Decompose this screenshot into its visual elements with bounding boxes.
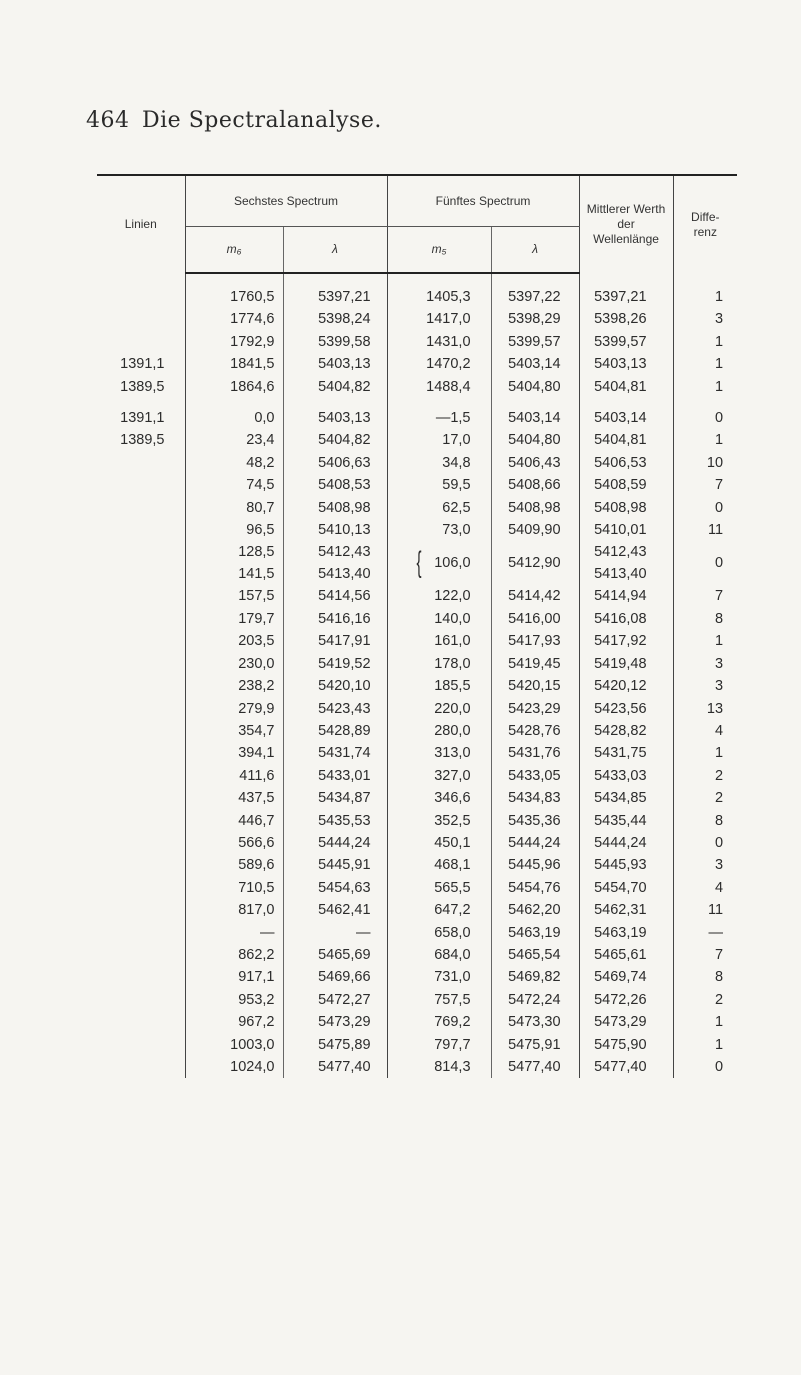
- table-cell: 862,2: [238, 946, 275, 963]
- table-cell: 5428,89: [283, 720, 387, 742]
- table-cell: 1389,5: [97, 429, 185, 451]
- table-cell: [97, 653, 185, 675]
- table-cell: 1405,3: [426, 289, 471, 305]
- table-cell: 5435,36: [491, 810, 579, 832]
- table-cell: 5444,24: [283, 832, 387, 854]
- table-cell: [97, 810, 185, 832]
- table-cell: 1391,1: [97, 407, 185, 429]
- table-cell: 394,1: [238, 745, 275, 762]
- table-row: [97, 497, 737, 519]
- table-row: [97, 653, 737, 675]
- table-cell: 5406,63: [283, 452, 387, 474]
- table-cell: 0: [714, 499, 724, 516]
- table-cell: 5410,01: [579, 519, 673, 541]
- merged-mw-b: 5413,40: [594, 566, 647, 583]
- table-cell: [97, 765, 185, 787]
- table-row: [97, 608, 737, 630]
- table-cell: 5469,74: [579, 966, 673, 988]
- table-row: [97, 376, 737, 398]
- table-cell: 5419,48: [579, 653, 673, 675]
- table-cell: 5435,44: [579, 810, 673, 832]
- table-cell: 5417,92: [579, 630, 673, 652]
- table-cell: 1: [714, 378, 724, 395]
- table-row: [97, 810, 737, 832]
- table-cell: 5475,91: [491, 1034, 579, 1056]
- table-cell: 5431,76: [491, 742, 579, 764]
- brace-icon: {: [416, 546, 422, 580]
- merged-l6-b: 5413,40: [318, 566, 371, 583]
- table-row: [97, 966, 737, 988]
- table-row: [97, 407, 737, 429]
- table-cell: 5463,19: [579, 922, 673, 944]
- table-cell: 5431,74: [283, 742, 387, 764]
- table-cell: 468,1: [434, 857, 471, 874]
- merged-m6-b: 141,5: [238, 566, 275, 583]
- table-cell: 5419,52: [283, 653, 387, 675]
- merged-m6-a: 128,5: [238, 544, 275, 561]
- table-cell: 3: [714, 857, 724, 874]
- table-cell: 230,0: [238, 655, 275, 672]
- table-cell: 446,7: [238, 812, 275, 829]
- table-cell: 157,5: [238, 588, 275, 605]
- table-cell: 1792,9: [230, 333, 275, 350]
- table-row: [97, 720, 737, 742]
- col-header-differenz: Diffe- renz: [691, 209, 720, 239]
- table-cell: 1: [714, 333, 724, 350]
- table-cell: 5475,89: [283, 1034, 387, 1056]
- table-cell: 74,5: [246, 477, 275, 494]
- table-cell: 5477,40: [283, 1056, 387, 1078]
- table-cell: 5462,31: [579, 899, 673, 921]
- table-cell: 280,0: [434, 722, 471, 739]
- table-cell: 1841,5: [230, 356, 275, 373]
- table-cell: [185, 541, 283, 585]
- table-cell: 5399,57: [579, 331, 673, 353]
- table-cell: 450,1: [434, 834, 471, 851]
- table-cell: 5397,21: [283, 286, 387, 308]
- table-row: [97, 698, 737, 720]
- table-cell: [97, 331, 185, 353]
- table-row: [97, 877, 737, 899]
- table-cell: 96,5: [246, 522, 275, 539]
- col-header-lambda5: λ: [491, 227, 579, 274]
- table-cell: 5416,00: [491, 608, 579, 630]
- table-cell: 5454,63: [283, 877, 387, 899]
- table-cell: 5462,20: [491, 899, 579, 921]
- table-cell: 5433,05: [491, 765, 579, 787]
- table-cell: 185,5: [434, 678, 471, 695]
- table-cell: 279,9: [238, 700, 275, 717]
- table-cell: 797,7: [434, 1036, 471, 1053]
- table-row: [97, 630, 737, 652]
- table-cell: 73,0: [442, 522, 471, 539]
- table-cell: 5403,14: [491, 407, 579, 429]
- table-cell: 5398,24: [283, 308, 387, 330]
- table-cell: 1: [714, 432, 724, 449]
- table-cell: 34,8: [442, 454, 471, 471]
- table-cell: 5445,96: [491, 854, 579, 876]
- row-spacer: [97, 273, 737, 286]
- merged-l6-a: 5412,43: [318, 544, 371, 561]
- table-cell: —: [260, 924, 275, 941]
- table-cell: 7: [714, 946, 724, 963]
- table-row: [97, 765, 737, 787]
- table-cell: 0: [714, 555, 724, 572]
- table-cell: [97, 1034, 185, 1056]
- table-cell: 5444,24: [579, 832, 673, 854]
- table-row: [97, 675, 737, 697]
- table-row: [97, 353, 737, 375]
- table-cell: 589,6: [238, 857, 275, 874]
- table-cell: 5462,41: [283, 899, 387, 921]
- table-cell: 5417,93: [491, 630, 579, 652]
- table-cell: 11: [707, 522, 724, 539]
- table-cell: 5434,85: [579, 787, 673, 809]
- table-cell: 1760,5: [230, 289, 275, 305]
- table-cell: 5410,13: [283, 519, 387, 541]
- table-cell: 80,7: [246, 499, 275, 516]
- table-cell: 967,2: [238, 1014, 275, 1031]
- table-cell: [97, 1056, 185, 1078]
- table-cell: [97, 608, 185, 630]
- table-row: [97, 308, 737, 330]
- table-cell: [97, 922, 185, 944]
- table-cell: 5423,43: [283, 698, 387, 720]
- table-cell: [97, 452, 185, 474]
- table-cell: 5409,90: [491, 519, 579, 541]
- table-cell: 684,0: [434, 946, 471, 963]
- table-cell: 5465,54: [491, 944, 579, 966]
- table-cell: 59,5: [442, 477, 471, 494]
- table-cell: 5408,53: [283, 474, 387, 496]
- table-cell: 437,5: [238, 790, 275, 807]
- table-cell: 5417,91: [283, 630, 387, 652]
- table-cell: 1024,0: [230, 1059, 275, 1075]
- table-cell: 5420,12: [579, 675, 673, 697]
- table-cell: 327,0: [434, 767, 471, 784]
- table-cell: 411,6: [239, 767, 275, 784]
- table-cell: 354,7: [238, 722, 275, 739]
- table-cell: 769,2: [434, 1014, 471, 1031]
- table-cell: [97, 720, 185, 742]
- table-cell: 5473,29: [283, 1011, 387, 1033]
- table-cell: [97, 286, 185, 308]
- table-cell: [97, 787, 185, 809]
- table-cell: 757,5: [434, 991, 471, 1008]
- table-cell: 5414,42: [491, 585, 579, 607]
- table-cell: 346,6: [434, 790, 471, 807]
- table-cell: 5472,26: [579, 989, 673, 1011]
- table-cell: 5434,83: [491, 787, 579, 809]
- table-cell: 5428,76: [491, 720, 579, 742]
- col-header-sechstes: Sechstes Spectrum: [185, 175, 387, 227]
- table-cell: 5433,01: [283, 765, 387, 787]
- table-cell: [97, 966, 185, 988]
- table-cell: 4: [714, 722, 724, 739]
- table-cell: 5404,80: [491, 376, 579, 398]
- table-cell: [97, 742, 185, 764]
- table-cell: 5473,29: [579, 1011, 673, 1033]
- table-cell: 5408,98: [491, 497, 579, 519]
- table-cell: 5399,57: [491, 331, 579, 353]
- table-cell: 1: [714, 1036, 724, 1053]
- table-cell: 5404,80: [491, 429, 579, 451]
- table-cell: 352,5: [434, 812, 471, 829]
- table-row: [97, 787, 737, 809]
- table-cell: 5465,61: [579, 944, 673, 966]
- table-cell: 5398,29: [491, 308, 579, 330]
- table-cell: 2: [714, 767, 724, 784]
- table-cell: 1470,2: [426, 356, 471, 373]
- table-cell: 5445,93: [579, 854, 673, 876]
- table-cell: 5463,19: [491, 922, 579, 944]
- table-cell: [97, 541, 185, 585]
- table-cell: [97, 899, 185, 921]
- table-cell: 5408,98: [579, 497, 673, 519]
- table-cell: [97, 989, 185, 1011]
- table-cell: 658,0: [434, 924, 471, 941]
- table-cell: 5444,24: [491, 832, 579, 854]
- table-cell: 814,3: [434, 1059, 471, 1075]
- page-number: 464: [86, 108, 130, 133]
- table-cell: [97, 1011, 185, 1033]
- table-cell: 5465,69: [283, 944, 387, 966]
- table-cell: 5469,66: [283, 966, 387, 988]
- table-cell: [97, 944, 185, 966]
- table-cell: 953,2: [238, 991, 275, 1008]
- table-cell: 5403,13: [283, 407, 387, 429]
- table-cell: 5404,82: [283, 376, 387, 398]
- table-cell: 5416,16: [283, 608, 387, 630]
- table-cell: 5423,29: [491, 698, 579, 720]
- table-cell: 1003,0: [230, 1036, 275, 1053]
- table-cell: 313,0: [434, 745, 471, 762]
- table-body: [97, 273, 737, 1078]
- table-cell: 122,0: [434, 588, 471, 605]
- col-header-lambda6: λ: [283, 227, 387, 274]
- table-cell: 5397,21: [579, 286, 673, 308]
- table-row: [97, 429, 737, 451]
- col-header-m5: m₅: [387, 227, 491, 274]
- table-cell: 1417,0: [426, 311, 471, 328]
- table-row: [97, 452, 737, 474]
- table-cell: 5403,14: [491, 353, 579, 375]
- table-cell: 5397,22: [491, 286, 579, 308]
- col-header-fuenftes: Fünftes Spectrum: [387, 175, 579, 227]
- table-row: [97, 899, 737, 921]
- table-cell: —: [708, 924, 724, 941]
- table-cell: 5475,90: [579, 1034, 673, 1056]
- table-cell: 5419,45: [491, 653, 579, 675]
- table-row: [97, 1011, 737, 1033]
- table-cell: 5454,76: [491, 877, 579, 899]
- table-cell: 0: [714, 1059, 724, 1075]
- table-cell: 7: [714, 477, 724, 494]
- table-cell: 5404,82: [283, 429, 387, 451]
- table-cell: 5469,82: [491, 966, 579, 988]
- table-cell: 5406,43: [491, 452, 579, 474]
- table-cell: 10: [706, 454, 724, 471]
- table-cell: 5404,81: [579, 376, 673, 398]
- table-cell: 1389,5: [97, 376, 185, 398]
- table-cell: 5403,14: [579, 407, 673, 429]
- table-cell: 5412,90: [491, 541, 579, 585]
- table-cell: 917,1: [238, 969, 275, 986]
- table-cell: 3: [714, 678, 724, 695]
- col-header-linien: Linien: [97, 175, 185, 273]
- table-cell: 5403,13: [283, 353, 387, 375]
- table-cell: 1488,4: [426, 378, 471, 395]
- table-cell: 5454,70: [579, 877, 673, 899]
- table-cell: 13: [706, 700, 724, 717]
- table-cell: 1: [714, 289, 724, 305]
- table-cell: [97, 519, 185, 541]
- table-cell: 2: [714, 991, 724, 1008]
- table-row: [97, 742, 737, 764]
- table-cell: [97, 308, 185, 330]
- table-cell: 1: [714, 1014, 724, 1031]
- table-cell: —1,5: [435, 410, 471, 427]
- table-cell: 5398,26: [579, 308, 673, 330]
- table-cell: 5404,81: [579, 429, 673, 451]
- table-cell: 5435,53: [283, 810, 387, 832]
- table-cell: 5408,59: [579, 474, 673, 496]
- table-cell: 5406,53: [579, 452, 673, 474]
- col-header-mittlerer: Mittlerer Werth der Wellenlänge: [579, 175, 673, 273]
- table-row: [97, 922, 737, 944]
- table-cell: 3: [714, 311, 724, 328]
- table-cell: 5473,30: [491, 1011, 579, 1033]
- table-cell: [97, 474, 185, 496]
- table-cell: 8: [714, 969, 724, 986]
- table-cell: 647,2: [434, 902, 471, 919]
- table-cell: 5423,56: [579, 698, 673, 720]
- table-row: [97, 474, 737, 496]
- table-cell: 566,6: [238, 834, 275, 851]
- table-cell: 710,5: [238, 879, 275, 896]
- table-cell: 179,7: [238, 610, 275, 627]
- table-cell: 178,0: [434, 655, 471, 672]
- table-cell: 203,5: [238, 633, 275, 650]
- table-cell: 4: [714, 879, 724, 896]
- table-cell: 7: [714, 588, 724, 605]
- merged-m5: 106,0: [434, 555, 471, 572]
- table-cell: 731,0: [434, 969, 471, 986]
- table-cell: [579, 541, 673, 585]
- table-head: [97, 175, 737, 273]
- table-row: [97, 832, 737, 854]
- table-cell: 3: [714, 655, 724, 672]
- table-cell: 5403,13: [579, 353, 673, 375]
- table-cell: 1: [714, 633, 724, 650]
- table-cell: 48,2: [246, 454, 275, 471]
- table-cell: 5431,75: [579, 742, 673, 764]
- table-row: [97, 519, 737, 541]
- table-cell: 5408,98: [283, 497, 387, 519]
- table-cell: 5472,24: [491, 989, 579, 1011]
- table-cell: 1391,1: [97, 353, 185, 375]
- table-cell: 5477,40: [491, 1056, 579, 1078]
- table-cell: 1864,6: [230, 378, 275, 395]
- table-cell: 0: [714, 834, 724, 851]
- table-cell: 238,2: [238, 678, 275, 695]
- table-row: [97, 1056, 737, 1078]
- table-cell: [97, 832, 185, 854]
- table-cell: 1: [714, 356, 724, 373]
- table-cell: 5414,56: [283, 585, 387, 607]
- table-cell: 1: [714, 745, 724, 762]
- table-cell: [97, 585, 185, 607]
- table-cell: [97, 854, 185, 876]
- table-cell: 0: [714, 410, 724, 427]
- table-cell: [97, 630, 185, 652]
- table-cell: 220,0: [434, 700, 471, 717]
- table-cell: 5433,03: [579, 765, 673, 787]
- table-cell: 5420,10: [283, 675, 387, 697]
- row-spacer: [97, 398, 737, 407]
- table-cell: 5428,82: [579, 720, 673, 742]
- table-cell: 5414,94: [579, 585, 673, 607]
- running-title: Die Spectralanalyse.: [142, 108, 382, 133]
- table-row: [97, 989, 737, 1011]
- table-cell: [97, 497, 185, 519]
- table-cell: 161,0: [434, 633, 471, 650]
- table-cell: [97, 698, 185, 720]
- table-cell: 17,0: [442, 432, 471, 449]
- table-cell: [97, 675, 185, 697]
- table-cell: [97, 877, 185, 899]
- table-cell: 0,0: [254, 410, 275, 427]
- table-cell: 11: [707, 902, 724, 919]
- table-cell: 5416,08: [579, 608, 673, 630]
- table-cell: [283, 541, 387, 585]
- table-row: [97, 854, 737, 876]
- table-cell: 5434,87: [283, 787, 387, 809]
- table-row: [97, 1034, 737, 1056]
- table-row: [97, 331, 737, 353]
- table-row-merged: [97, 541, 737, 585]
- table-cell: 565,5: [434, 879, 471, 896]
- merged-mw-a: 5412,43: [594, 544, 647, 561]
- table-cell: 8: [714, 610, 724, 627]
- table-cell: 817,0: [238, 902, 275, 919]
- table-row: [97, 944, 737, 966]
- table-cell: 5420,15: [491, 675, 579, 697]
- col-header-m6: m₆: [185, 227, 283, 274]
- table-cell: 5408,66: [491, 474, 579, 496]
- table-cell: 5472,27: [283, 989, 387, 1011]
- table-cell: 1774,6: [230, 311, 275, 328]
- table-row: [97, 286, 737, 308]
- table-cell: 5399,58: [283, 331, 387, 353]
- table-cell: 1431,0: [426, 333, 471, 350]
- table-cell: 140,0: [434, 610, 471, 627]
- table-cell: 62,5: [442, 499, 471, 516]
- table-cell: 5477,40: [579, 1056, 673, 1078]
- table-row: [97, 585, 737, 607]
- wavelength-table: [97, 174, 737, 1078]
- table-cell: 5445,91: [283, 854, 387, 876]
- table-cell: 23,4: [246, 432, 275, 449]
- table-cell: —: [283, 922, 387, 944]
- table-cell: 2: [714, 790, 724, 807]
- table-cell: [387, 541, 491, 585]
- table-cell: 8: [714, 812, 724, 829]
